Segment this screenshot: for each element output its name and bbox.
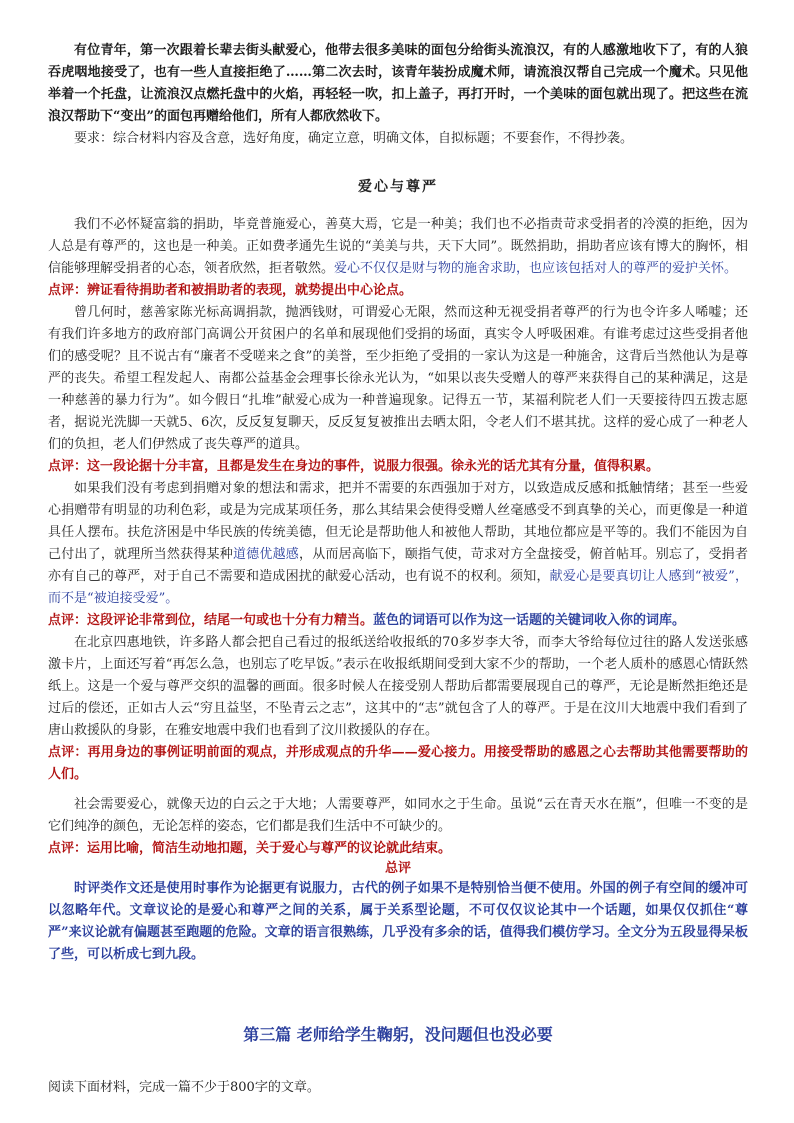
- keyword-highlight: 道德优越感: [232, 547, 300, 562]
- comment-1: 点评：辨证看待捐助者和被捐助者的表现，就势提出中心论点。: [48, 283, 413, 298]
- comment-3: [48, 610, 748, 632]
- paragraph-1-text: 我们不必怀疑富翁的捐助，毕竟普施爱心，善莫大焉，它是一种美；我们也不必指责苛求受捐者的冷漠的拒绝，因为人总是有尊严的，这也是一种美。正如费孝通先生说的“美美与共，天下大同”。既然捐助，捐助者应该有博大的胸怀，相信能够理解受捐者的心态，领者欣然，拒者敬然。: [48, 217, 748, 276]
- document-page: [48, 40, 748, 1099]
- comment-3-text: 点评：这段评论非常到位，结尾一句或也十分有力精当。: [48, 613, 374, 628]
- section-3-heading: 第三篇 老师给学生鞠躬，没问题但也没必要: [243, 1025, 553, 1044]
- comment-4: 点评：再用身边的事例证明前面的观点，并形成观点的升华——爱心接力。用接受帮助的感恩之心去帮助其他需要帮助的人们。: [48, 745, 748, 782]
- intro-material: 有位青年，第一次跟着长辈去街头献爱心，他带去很多美味的面包分给街头流浪汉，有的人感激地收下了，有的人狼吞虎咽地接受了，也有一些人直接拒绝了……第二次去时，该青年装扮成魔术师，请流浪汉帮自己完成一个魔术。只见他举着一个托盘，让流浪汉点燃托盘中的火焰，再轻轻一吹，扣上盖子，再打开时，一个美味的面包就出现了。把这些在流浪汉帮助下“变出”的面包再赠给他们，所有人都欣然收下。: [48, 43, 748, 124]
- paragraph-4: 在北京四惠地铁，许多路人都会把自己看过的报纸送给收报纸的70多岁李大爷，而李大爷给每位过往的路人发送张感激卡片，上面还写着“再怎么急，也别忘了吃早饭。”表示在收报纸期间受到大家不少的帮助，一个老人质朴的感恩心情跃然纸上。这是一个爱与尊严交织的温馨的画面。很多时候人在接受别人帮助后都需要展现自己的尊严，无论是断然拒绝还是过后的偿还，正如古人云“穷且益坚，不坠青云之志”，这其中的“志”就包含了人的尊严。于是在汶川大地震中我们看到了唐山救援队的身影，在雅安地震中我们也看到了汶川救援队的存在。: [48, 635, 748, 738]
- summary-title: 总评: [384, 861, 411, 876]
- summary-paragraph: 时评类作文还是使用时事作为论据更有说服力，古代的例子如果不是特别恰当便不使用。外国的例子有空间的缓冲可以忽略年代。文章议论的是爱心和尊严之间的关系，属于关系型论题，不可仅仅议论其中一个话题，如果仅仅抓住“尊严”来议论就有偏题甚至跑题的危险。文章的语言很熟练，几乎没有多余的话，值得我们模仿学习。全文分为五段显得呆板了些，可以析成七到九段。: [48, 881, 748, 962]
- paragraph-2: 曾几何时，慈善家陈光标高调捐款，抛洒钱财，可谓爱心无限，然而这种无视受捐者尊严的行为也令许多人唏嘘；还有我们许多地方的政府部门高调公开贫困户的名单和展现他们受捐的场面，真实令人呼吸困难。有谁考虑过这些受捐者他们的感受呢？且不说古有“廉者不受嗟来之食”的美誉，至少拒绝了受捐的一家认为这是一种施舍，这背后当然他认为是尊严的丧失。希望工程发起人、南都公益基金会理事长徐永光认为，“如果以丧失受赠人的尊严来获得自己的某种满足，这是一种慈善的暴力行为”。如今假日“扎堆”献爱心成为一种普遍现象。记得五一节，某福利院老人们一天要接待四五拨志愿者，据说光洗脚一天就5、6次，反反复复聊天，反反复复被推出去晒太阳，令老人们不堪其扰。这样的爱心成了一种老人们的负担，老人们伊然成了丧失尊严的道具。: [48, 305, 748, 452]
- paragraph-3-key-sentence: 献爱心是要真切让人感到“被爱”，而不是“被迫接受爱”。: [48, 569, 748, 606]
- requirements: 要求：综合材料内容及含意，选好角度，确定立意，明确文体，自拟标题；不要套作，不得抄袭。: [74, 131, 634, 146]
- paragraph-5: 社会需要爱心，就像天边的白云之于大地；人需要尊严，如同水之于生命。虽说“云在青天水在瓶”，但唯一不变的是它们纯净的颜色，无论怎样的姿态，它们都是我们生活中不可缺少的。: [48, 797, 748, 834]
- comment-5: 点评：运用比喻，简洁生动地扣题，关于爱心与尊严的议论就此结束。: [48, 841, 452, 856]
- paragraph-3: [48, 478, 748, 610]
- essay-title: 爱心与尊严: [358, 179, 438, 195]
- comment-2: 点评：这一段论据十分丰富，且都是发生在身边的事件，说服力很强。徐永光的话尤其有分量，值得积累。: [48, 459, 660, 474]
- paragraph-3-text-2: ，从而居高临下，颐指气使，苛求对方全盘接受，俯首帖耳。别忘了，受捐者亦有自己的尊严，对于自己不需要和造成困扰的献爱心活动，也有说不的权利。须知，: [48, 547, 748, 584]
- instruction-line: 阅读下面材料，完成一篇不少于800字的文章。: [48, 1080, 320, 1095]
- paragraph-1: [48, 214, 748, 280]
- paragraph-1-key-sentence: 爱心不仅仅是财与物的施舍求助，也应该包括对人的尊严的爱护关怀。: [334, 261, 738, 276]
- comment-3-blue-note: 蓝色的词语可以作为这一话题的关键词收入你的词库。: [373, 613, 686, 628]
- paragraph-3-text: 如果我们没有考虑到捐赠对象的想法和需求，把并不需要的东西强加于对方，以致造成反感和抵触情绪；甚至一些爱心捐赠带有明显的功利色彩，或是为完成某项任务，那么其结果会使得受赠人丝毫感受不到真挚的关心，而更像是一种道具任人摆布。扶危济困是中华民族的传统美德，但无论是帮助他人和被他人帮助，其地位都应是平等的。我们不能因为自己付出了，就理所当然获得某种: [48, 481, 748, 562]
